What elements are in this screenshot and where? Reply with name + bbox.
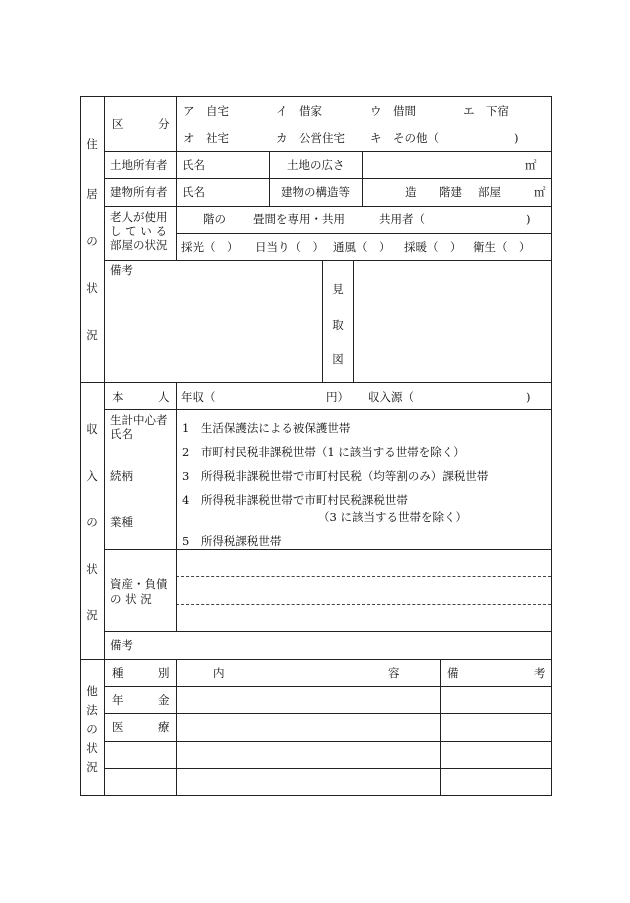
- land-area-unit: ㎡: [525, 158, 537, 172]
- list-item: 4 所得税非課税世帯で市町村民税課税世帯: [182, 493, 408, 507]
- building-owner-label: 建物所有者: [110, 185, 168, 199]
- land-owner-name-label: 氏名: [182, 158, 205, 172]
- list-item: 1 生活保護法による被保護世帯: [182, 421, 351, 435]
- structure-unit-rooms: 部屋: [478, 185, 501, 199]
- list-item: 5 所得税課税世帯: [182, 534, 282, 548]
- list-item: 3 所得税非課税世帯で市町村民税（均等割のみ）課税世帯: [182, 469, 489, 483]
- list-item: 2 市町村民税非課税世帯（1 に該当する世帯を除く）: [182, 445, 465, 459]
- list-item-note: （3 に該当する世帯を除く）: [318, 510, 467, 524]
- relation-label: 続柄: [110, 469, 133, 483]
- land-area-label: 土地の広さ: [287, 158, 345, 172]
- structure-unit-floors: 階建: [439, 185, 462, 199]
- building-owner-name-label: 氏名: [182, 185, 205, 199]
- building-structure-label: 建物の構造等: [281, 185, 350, 199]
- income-remarks-label: 備考: [110, 638, 133, 652]
- structure-unit-build: 造: [405, 185, 417, 199]
- land-owner-label: 土地所有者: [110, 158, 168, 172]
- housing-remarks-label: 備考: [110, 263, 133, 277]
- building-area-unit: ㎡: [534, 185, 546, 199]
- occupation-label: 業種: [110, 515, 133, 529]
